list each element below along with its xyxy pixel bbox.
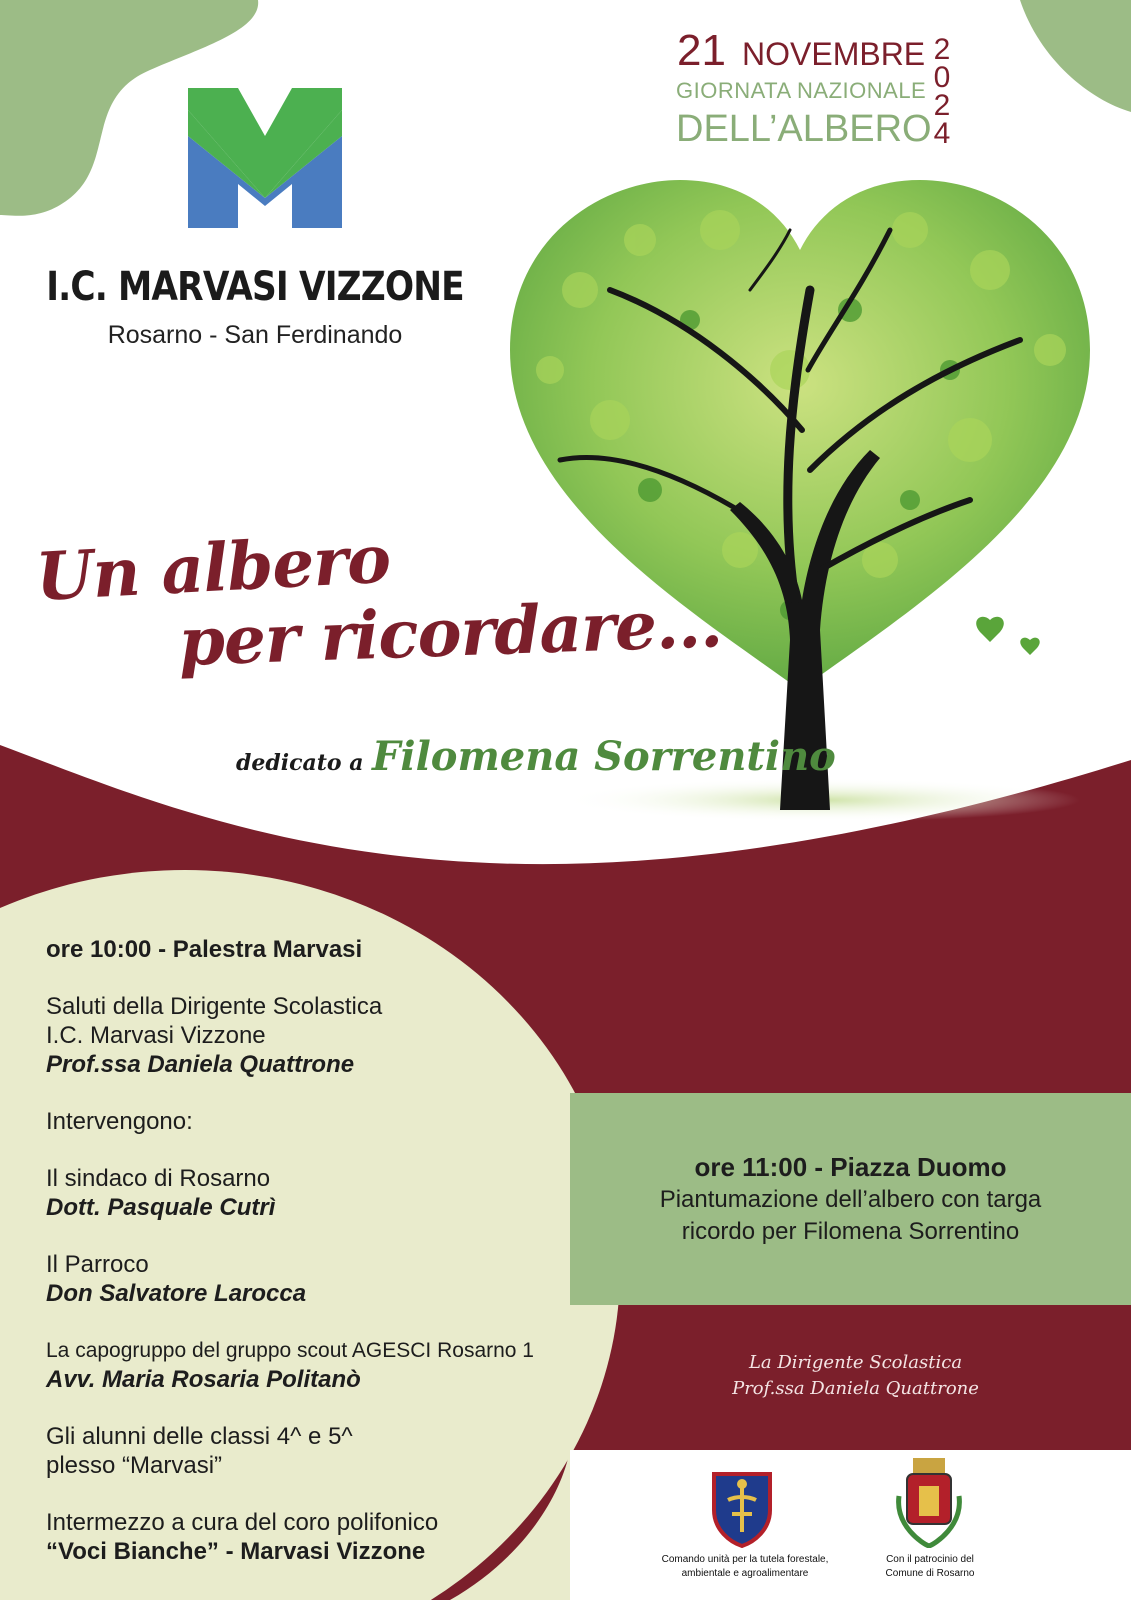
year-digit: 0 — [933, 61, 951, 94]
day-subtitle: DELL’ALBERO — [676, 108, 932, 150]
school-logo-icon — [188, 88, 342, 228]
program-list — [46, 935, 606, 1566]
speakers-label: Intervengono: — [46, 1108, 193, 1135]
event1-heading: ore 10:00 - Palestra Marvasi — [46, 936, 363, 963]
event2-description: ricordo per Filomena Sorrentino — [681, 1218, 1020, 1245]
heart-tree-illustration — [490, 170, 1110, 830]
partner-caption: Comando unità per la tutela forestale, — [661, 1554, 829, 1565]
greeting-name: Prof.ssa Daniela Quattrone — [46, 1051, 355, 1078]
speaker-role: Il Parroco — [46, 1251, 149, 1278]
event2-description: Piantumazione dell’albero con targa — [659, 1186, 1042, 1213]
date-day: 21 — [677, 26, 726, 75]
choir-line: Intermezzo a cura del coro polifonico — [46, 1509, 439, 1536]
year-digit: 4 — [933, 117, 951, 150]
partner-caption: Comune di Rosarno — [885, 1568, 975, 1579]
signature-name: Prof.ssa Daniela Quattrone — [732, 1378, 979, 1399]
dedication-name: Filomena Sorrentino — [372, 733, 836, 780]
year-vertical — [928, 33, 956, 150]
dedication-prefix: dedicato a — [236, 750, 364, 776]
rosarno-crest-icon — [893, 1456, 965, 1548]
choir-name: “Voci Bianche” - Marvasi Vizzone — [46, 1538, 426, 1565]
title-line-1: Un albero — [33, 519, 392, 616]
speaker-name: Don Salvatore Larocca — [46, 1280, 307, 1307]
partner-caption: ambientale e agroalimentare — [681, 1568, 809, 1579]
event2-heading: ore 11:00 - Piazza Duomo — [694, 1152, 1007, 1182]
carabinieri-crest-icon — [710, 1470, 774, 1548]
date-month: NOVEMBRE — [742, 36, 926, 72]
year-digit: 2 — [933, 33, 951, 66]
school-location: Rosarno - San Ferdinando — [107, 321, 403, 349]
speaker-name: Dott. Pasquale Cutrì — [46, 1194, 276, 1221]
students-line: plesso “Marvasi” — [46, 1452, 223, 1479]
speaker-role: La capogruppo del gruppo scout AGESCI Rosarno 1 — [46, 1339, 534, 1362]
students-line: Gli alunni delle classi 4^ e 5^ — [46, 1423, 353, 1450]
blob-top-right — [1020, 0, 1131, 112]
partner-caption: Con il patrocinio del — [886, 1554, 974, 1565]
day-title: GIORNATA NAZIONALE — [676, 78, 927, 103]
speaker-name: Avv. Maria Rosaria Politanò — [46, 1366, 361, 1393]
signature-role: La Dirigente Scolastica — [748, 1352, 963, 1373]
greeting-line: Saluti della Dirigente Scolastica — [46, 993, 383, 1020]
greeting-line: I.C. Marvasi Vizzone — [46, 1022, 266, 1049]
school-name: I.C. MARVASI VIZZONE — [46, 264, 464, 310]
year-digit: 2 — [933, 89, 951, 122]
speaker-role: Il sindaco di Rosarno — [46, 1165, 271, 1192]
title-line-2: per ricordare... — [177, 584, 723, 681]
